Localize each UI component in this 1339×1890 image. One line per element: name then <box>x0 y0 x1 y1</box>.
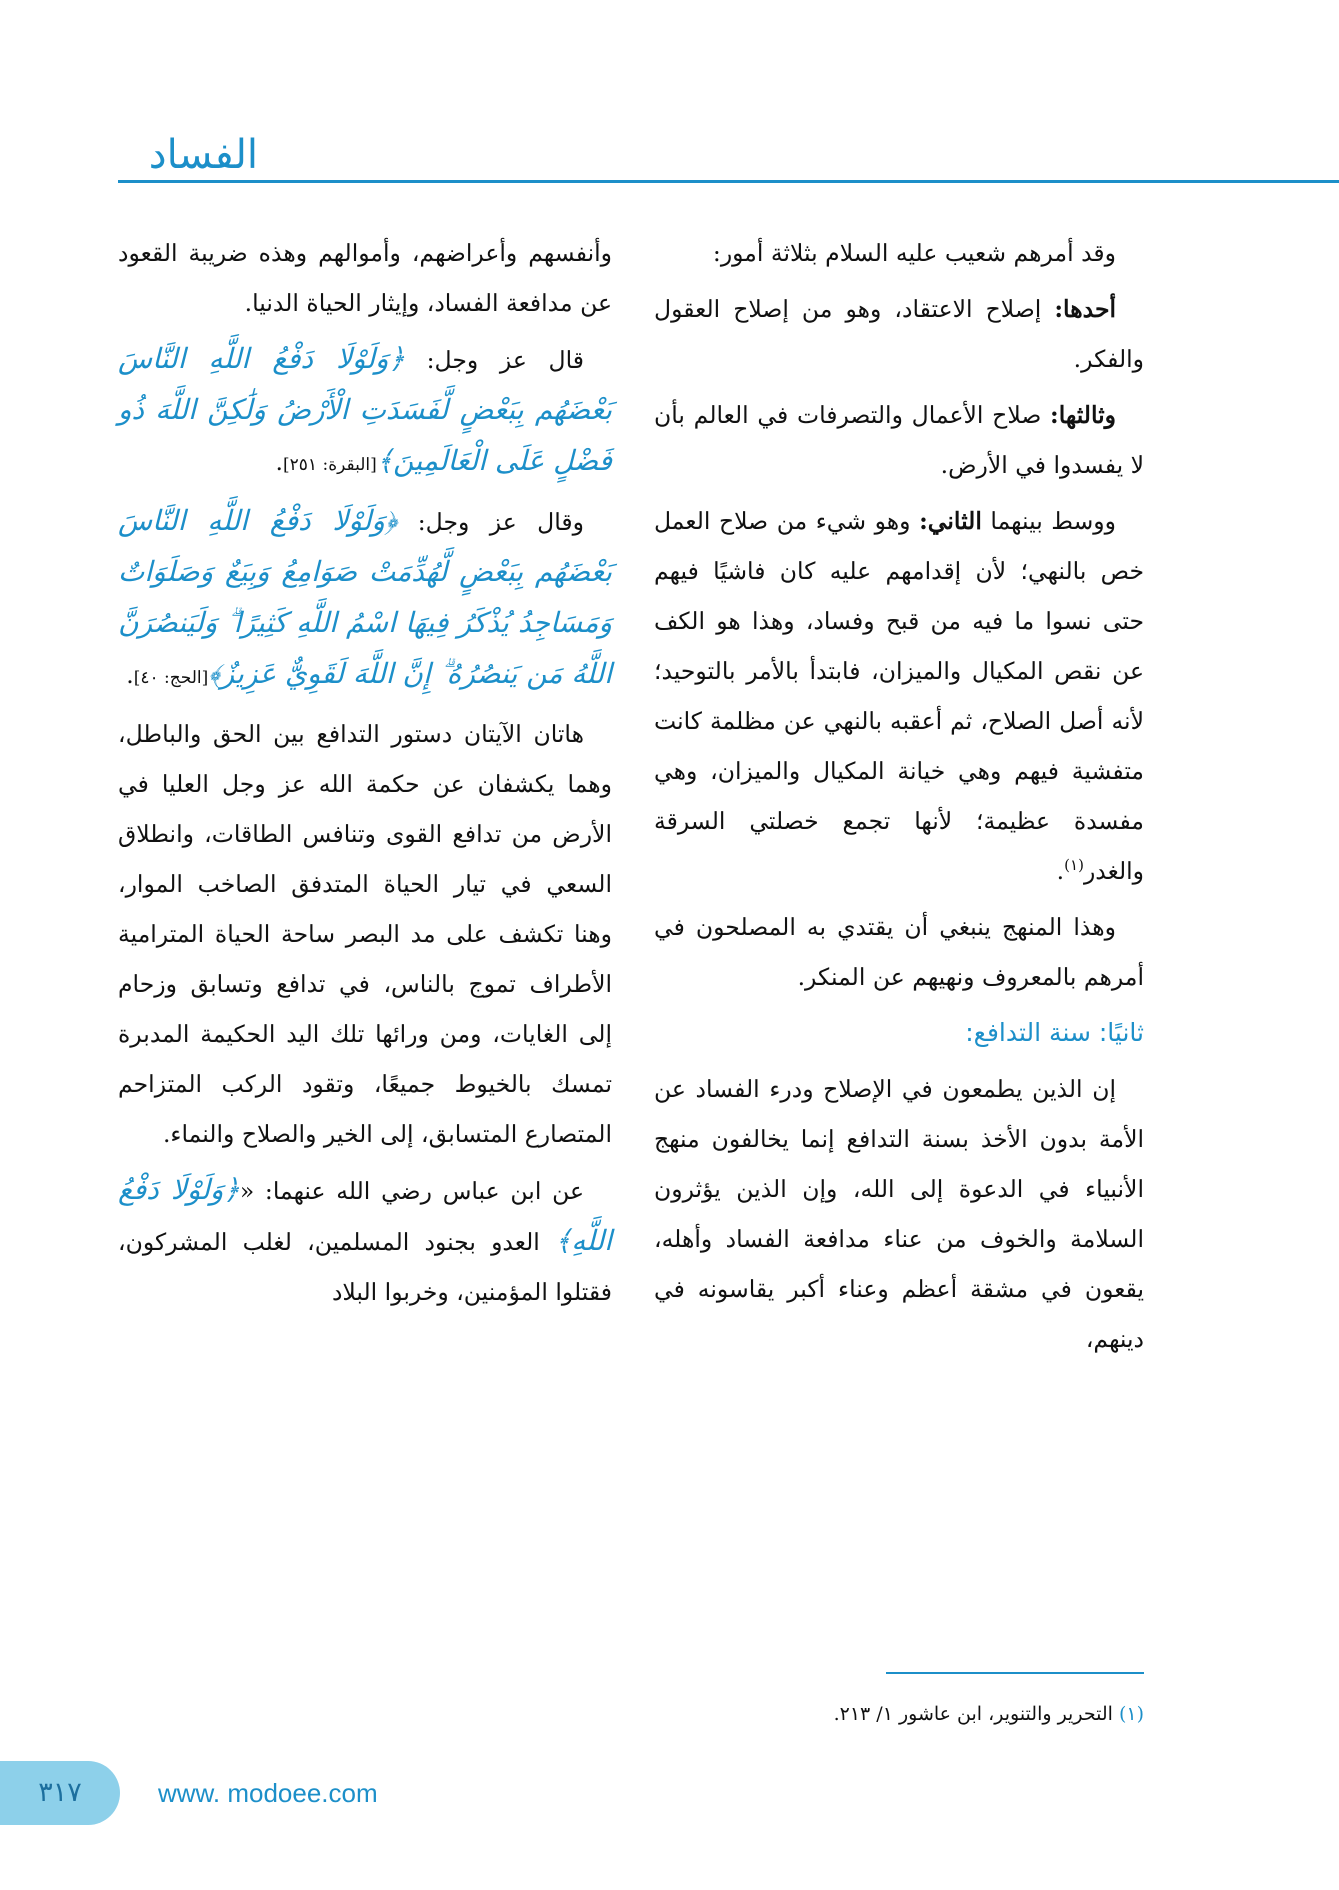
page-number-badge: ٣١٧ <box>0 1761 120 1825</box>
paragraph <box>118 1165 612 1317</box>
paragraph <box>118 496 612 703</box>
paragraph-label: الثاني: <box>919 507 982 535</box>
paragraph: هاتان الآيتان دستور التدافع بين الحق والباطل، وهما يكشفان عن حكمة الله عز وجل العليا في الأرض من تدافع القوى وتنافس الطاقات، وانطلاق السعي في تيار الحياة المتدفق الصاخب الموار، وهنا تكشف على مد البصر ساحة الحياة المترامية الأطراف تموج بالناس، في تدافع وتسابق وزحام إلى الغايات، ومن ورائها تلك اليد الحكيمة المدبرة تمسك بالخيوط جميعًا، وتقود الركب المتزاحم المتصارع المتسابق، إلى الخير والصلاح والنماء. <box>118 720 612 1148</box>
paragraph <box>654 390 1144 490</box>
header-divider <box>118 180 1339 183</box>
paragraph: وهذا المنهج ينبغي أن يقتدي به المصلحون في أمرهم بالمعروف ونهيهم عن المنكر. <box>654 913 1144 991</box>
paragraph-text: إصلاح الاعتقاد، وهو من إصلاح العقول والفكر. <box>654 295 1144 373</box>
right-column <box>654 228 1144 1370</box>
quran-verse: ﴿وَلَوْلَا دَفْعُ اللَّهِ﴾ <box>118 1173 612 1257</box>
left-column <box>118 228 612 1323</box>
paragraph-text: ووسط بينهما <box>981 507 1116 535</box>
paragraph: وقد أمرهم شعيب عليه السلام بثلاثة أمور: <box>712 239 1116 267</box>
paragraph-text: . <box>275 448 284 476</box>
verse-reference: [الحج: ٤٠] <box>133 668 209 688</box>
quran-verse: ﴿وَلَوْلَا دَفْعُ اللَّهِ النَّاسَ بَعْضَهُم بِبَعْضٍ لَّهُدِّمَتْ صَوَامِعُ وَبِيَعٌ وَصَلَوَاتٌ وَمَسَاجِدُ يُذْكَرُ فِيهَا اسْمُ اللَّهِ كَثِيرًا ۗ وَلَيَنصُرَنَّ اللَّهُ مَن يَنصُرُهُ ۗ إِنَّ اللَّهَ لَقَوِيٌّ عَزِيزٌ﴾ <box>118 504 612 690</box>
paragraph-text: عن ابن عباس رضي الله عنهما: « <box>239 1177 584 1205</box>
footnote-text: التحرير والتنوير، ابن عاشور ١/ ٢١٣. <box>833 1703 1119 1725</box>
paragraph-text: . <box>1056 857 1065 885</box>
paragraph-label: أحدها: <box>1054 295 1116 323</box>
paragraph: إن الذين يطمعون في الإصلاح ودرء الفساد عن الأمة بدون الأخذ بسنة التدافع إنما يخالفون منهج الأنبياء في الدعوة إلى الله، وإن الذين يؤثرون السلامة والخوف من عناء مدافعة الفساد وأهله، يقعون في مشقة أعظم وعناء أكبر يقاسونه في دينهم، <box>654 1075 1144 1353</box>
page-title: الفساد <box>148 132 258 178</box>
verse-reference: [البقرة: ٢٥١] <box>283 455 377 475</box>
footnote <box>654 1700 1144 1728</box>
paragraph-text: قال عز وجل: <box>404 346 584 374</box>
footnote-number: (١) <box>1118 1703 1144 1725</box>
quran-verse: ﴿وَلَوْلَا دَفْعُ اللَّهِ النَّاسَ بَعْضَهُم بِبَعْضٍ لَّفَسَدَتِ الْأَرْضُ وَلَٰكِنَّ اللَّهَ ذُو فَضْلٍ عَلَى الْعَالَمِينَ﴾ <box>118 342 612 477</box>
footnote-divider <box>886 1672 1144 1674</box>
paragraph-text: وقال عز وجل: <box>397 508 584 536</box>
paragraph-text: العدو بجنود المسلمين، لغلب المشركون، فقتلوا المؤمنين، وخربوا البلاد <box>118 1228 612 1306</box>
paragraph <box>654 284 1144 384</box>
paragraph-text: . <box>126 661 134 689</box>
section-heading: ثانيًا: سنة التدافع: <box>965 1018 1144 1047</box>
paragraph-text: وهو شيء من صلاح العمل خص بالنهي؛ لأن إقدامهم عليه كان فاشيًا فيهم حتى نسوا ما فيه من قبح وفساد، وهذا هو الكف عن نقص المكيال والميزان، فابتدأ بالأمر بالتوحيد؛ لأنه أصل الصلاح، ثم أعقبه بالنهي عن مظلمة كانت متفشية فيهم وهي خيانة المكيال والميزان، وهي مفسدة عظيمة؛ لأنها تجمع خصلتي السرقة والغدر <box>654 507 1144 885</box>
paragraph: وأنفسهم وأعراضهم، وأموالهم وهذه ضريبة القعود عن مدافعة الفساد، وإيثار الحياة الدنيا. <box>118 239 612 317</box>
footnote-marker[interactable]: (١) <box>1064 856 1084 875</box>
website-link[interactable]: www. modoee.com <box>158 1778 378 1808</box>
paragraph <box>118 334 612 490</box>
paragraph-label: وثالثها: <box>1050 401 1116 429</box>
paragraph <box>654 496 1144 896</box>
paragraph-text: صلاح الأعمال والتصرفات في العالم بأن لا يفسدوا في الأرض. <box>654 401 1144 479</box>
